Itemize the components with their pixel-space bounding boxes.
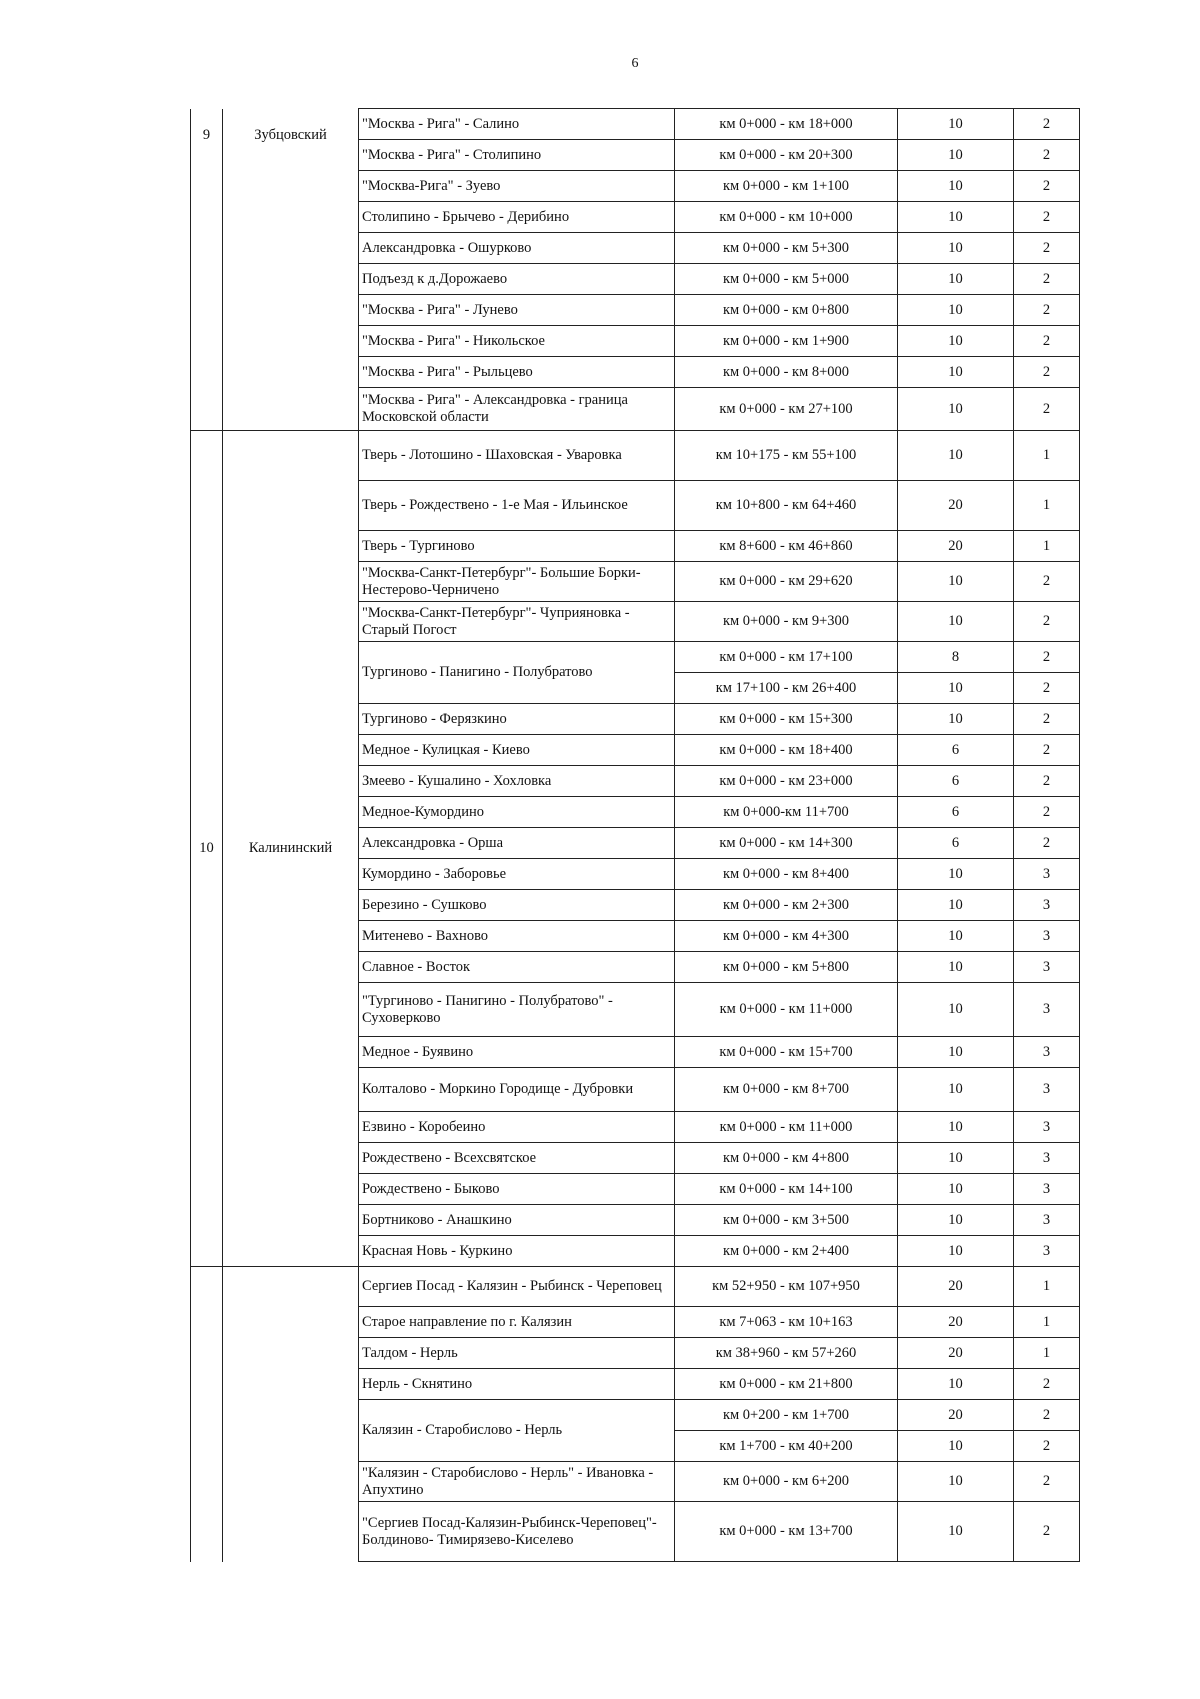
road-category: 1 (1014, 1267, 1080, 1307)
group-number: 10 (191, 431, 223, 1267)
road-category: 2 (1014, 673, 1080, 704)
road-category: 2 (1014, 735, 1080, 766)
km-range: км 10+800 - км 64+460 (675, 481, 898, 531)
km-range: км 0+000 - км 4+800 (675, 1143, 898, 1174)
km-range: км 0+000 - км 18+000 (675, 109, 898, 140)
road-name: Медное - Буявино (359, 1037, 675, 1068)
km-range: км 8+600 - км 46+860 (675, 531, 898, 562)
km-range: км 0+000 - км 5+300 (675, 233, 898, 264)
road-width: 8 (898, 642, 1014, 673)
road-category: 3 (1014, 1068, 1080, 1112)
road-width: 10 (898, 1369, 1014, 1400)
road-name: Калязин - Старобислово - Нерль (359, 1400, 675, 1462)
km-range: км 0+000-км 11+700 (675, 797, 898, 828)
road-width: 10 (898, 357, 1014, 388)
km-range: км 0+000 - км 9+300 (675, 602, 898, 642)
road-width: 10 (898, 140, 1014, 171)
road-name: Рождествено - Быково (359, 1174, 675, 1205)
road-name: Змеево - Кушалино - Хохловка (359, 766, 675, 797)
km-range: км 0+000 - км 29+620 (675, 562, 898, 602)
road-width: 10 (898, 171, 1014, 202)
road-width: 10 (898, 1205, 1014, 1236)
road-category: 2 (1014, 766, 1080, 797)
road-width: 10 (898, 983, 1014, 1037)
roads-table (190, 108, 1080, 1562)
km-range: км 7+063 - км 10+163 (675, 1307, 898, 1338)
road-width: 10 (898, 1431, 1014, 1462)
road-width: 20 (898, 531, 1014, 562)
road-name: Сергиев Посад - Калязин - Рыбинск - Череповец (359, 1267, 675, 1307)
road-width: 10 (898, 859, 1014, 890)
road-width: 10 (898, 602, 1014, 642)
road-category: 2 (1014, 1369, 1080, 1400)
road-width: 10 (898, 1068, 1014, 1112)
road-width: 10 (898, 952, 1014, 983)
km-range: км 0+000 - км 3+500 (675, 1205, 898, 1236)
road-name: Тверь - Тургиново (359, 531, 675, 562)
km-range: км 0+000 - км 8+000 (675, 357, 898, 388)
road-category: 2 (1014, 233, 1080, 264)
road-width: 6 (898, 828, 1014, 859)
km-range: км 0+000 - км 15+300 (675, 704, 898, 735)
road-width: 6 (898, 797, 1014, 828)
road-name: Бортниково - Анашкино (359, 1205, 675, 1236)
road-name: "Москва-Рига" - Зуево (359, 171, 675, 202)
group-number: 9 (191, 109, 223, 431)
road-width: 10 (898, 1462, 1014, 1502)
km-range: км 0+000 - км 2+300 (675, 890, 898, 921)
road-category: 3 (1014, 983, 1080, 1037)
district-name: Калининский (223, 431, 359, 1267)
km-range: км 0+000 - км 0+800 (675, 295, 898, 326)
road-width: 10 (898, 673, 1014, 704)
road-name: Старое направление по г. Калязин (359, 1307, 675, 1338)
road-name: "Тургиново - Панигино - Полубратово" - Суховерково (359, 983, 675, 1037)
road-width: 10 (898, 295, 1014, 326)
road-category: 2 (1014, 602, 1080, 642)
road-width: 10 (898, 326, 1014, 357)
km-range: км 0+000 - км 18+400 (675, 735, 898, 766)
km-range: км 0+000 - км 10+000 (675, 202, 898, 233)
road-category: 2 (1014, 1400, 1080, 1431)
road-category: 2 (1014, 642, 1080, 673)
km-range: км 0+000 - км 5+000 (675, 264, 898, 295)
road-name: "Москва - Рига" - Столипино (359, 140, 675, 171)
road-width: 10 (898, 890, 1014, 921)
road-width: 20 (898, 1307, 1014, 1338)
km-range: км 0+000 - км 15+700 (675, 1037, 898, 1068)
km-range: км 10+175 - км 55+100 (675, 431, 898, 481)
road-category: 3 (1014, 859, 1080, 890)
km-range: км 0+000 - км 4+300 (675, 921, 898, 952)
road-category: 2 (1014, 704, 1080, 735)
km-range: км 0+000 - км 1+900 (675, 326, 898, 357)
km-range: км 0+000 - км 5+800 (675, 952, 898, 983)
road-name: "Москва - Рига" - Никольское (359, 326, 675, 357)
road-category: 1 (1014, 431, 1080, 481)
road-width: 10 (898, 1174, 1014, 1205)
road-category: 2 (1014, 1431, 1080, 1462)
road-width: 10 (898, 264, 1014, 295)
road-width: 10 (898, 921, 1014, 952)
km-range: км 0+000 - км 2+400 (675, 1236, 898, 1267)
km-range: км 0+000 - км 20+300 (675, 140, 898, 171)
road-name: "Москва-Санкт-Петербург"- Чуприяновка - Старый Погост (359, 602, 675, 642)
km-range: км 0+000 - км 14+300 (675, 828, 898, 859)
road-category: 2 (1014, 828, 1080, 859)
km-range: км 0+000 - км 27+100 (675, 388, 898, 431)
road-width: 6 (898, 766, 1014, 797)
road-category: 3 (1014, 1112, 1080, 1143)
road-category: 2 (1014, 140, 1080, 171)
road-width: 10 (898, 1502, 1014, 1562)
road-width: 20 (898, 1338, 1014, 1369)
road-name: "Москва - Рига" - Александровка - граница Московской области (359, 388, 675, 431)
table-row (191, 1267, 1080, 1307)
road-width: 10 (898, 1236, 1014, 1267)
road-width: 10 (898, 704, 1014, 735)
km-range: км 0+000 - км 8+700 (675, 1068, 898, 1112)
km-range: км 1+700 - км 40+200 (675, 1431, 898, 1462)
road-name: Александровка - Орша (359, 828, 675, 859)
road-width: 10 (898, 1037, 1014, 1068)
group-number (191, 1267, 223, 1562)
road-width: 20 (898, 1267, 1014, 1307)
road-name: Тверь - Рождествено - 1-е Мая - Ильинское (359, 481, 675, 531)
road-category: 3 (1014, 952, 1080, 983)
road-name: Колталово - Моркино Городище - Дубровки (359, 1068, 675, 1112)
km-range: км 0+000 - км 23+000 (675, 766, 898, 797)
road-category: 1 (1014, 1307, 1080, 1338)
road-name: Красная Новь - Куркино (359, 1236, 675, 1267)
road-name: Талдом - Нерль (359, 1338, 675, 1369)
road-name: Славное - Восток (359, 952, 675, 983)
road-name: Езвино - Коробеино (359, 1112, 675, 1143)
road-name: Митенево - Вахново (359, 921, 675, 952)
road-width: 10 (898, 388, 1014, 431)
road-name: Тургиново - Панигино - Полубратово (359, 642, 675, 704)
road-category: 3 (1014, 1037, 1080, 1068)
road-name: "Сергиев Посад-Калязин-Рыбинск-Череповец"-Болдиново- Тимирязево-Киселево (359, 1502, 675, 1562)
road-name: Медное-Кумордино (359, 797, 675, 828)
km-range: км 0+000 - км 14+100 (675, 1174, 898, 1205)
km-range: км 0+000 - км 13+700 (675, 1502, 898, 1562)
road-width: 10 (898, 1143, 1014, 1174)
road-category: 1 (1014, 531, 1080, 562)
km-range: км 0+000 - км 8+400 (675, 859, 898, 890)
road-category: 2 (1014, 1462, 1080, 1502)
road-width: 10 (898, 562, 1014, 602)
road-name: Кумордино - Заборовье (359, 859, 675, 890)
road-width: 10 (898, 1112, 1014, 1143)
road-name: Медное - Кулицкая - Киево (359, 735, 675, 766)
road-name: Рождествено - Всехсвятское (359, 1143, 675, 1174)
road-category: 2 (1014, 1502, 1080, 1562)
road-category: 2 (1014, 326, 1080, 357)
road-width: 6 (898, 735, 1014, 766)
road-category: 2 (1014, 797, 1080, 828)
km-range: км 0+000 - км 6+200 (675, 1462, 898, 1502)
km-range: км 0+000 - км 11+000 (675, 983, 898, 1037)
road-width: 10 (898, 109, 1014, 140)
road-name: Тургиново - Ферязкино (359, 704, 675, 735)
road-category: 3 (1014, 1174, 1080, 1205)
road-category: 3 (1014, 1205, 1080, 1236)
road-width: 20 (898, 481, 1014, 531)
road-name: Березино - Сушково (359, 890, 675, 921)
page-number: 6 (631, 56, 639, 71)
road-category: 2 (1014, 295, 1080, 326)
road-category: 2 (1014, 388, 1080, 431)
road-name: Александровка - Ошурково (359, 233, 675, 264)
km-range: км 52+950 - км 107+950 (675, 1267, 898, 1307)
road-category: 3 (1014, 890, 1080, 921)
road-category: 2 (1014, 202, 1080, 233)
road-width: 10 (898, 233, 1014, 264)
km-range: км 0+000 - км 1+100 (675, 171, 898, 202)
road-name: "Москва - Рига" - Лунево (359, 295, 675, 326)
km-range: км 0+000 - км 17+100 (675, 642, 898, 673)
road-category: 2 (1014, 264, 1080, 295)
district-name: Зубцовский (223, 109, 359, 431)
road-category: 1 (1014, 481, 1080, 531)
road-category: 3 (1014, 1143, 1080, 1174)
road-category: 2 (1014, 562, 1080, 602)
road-category: 3 (1014, 1236, 1080, 1267)
km-range: км 38+960 - км 57+260 (675, 1338, 898, 1369)
road-width: 10 (898, 202, 1014, 233)
table-row (191, 109, 1080, 140)
road-name: Столипино - Брычево - Дерибино (359, 202, 675, 233)
table-row (191, 431, 1080, 481)
roads-table-body (191, 109, 1080, 1562)
road-name: Нерль - Скнятино (359, 1369, 675, 1400)
road-category: 3 (1014, 921, 1080, 952)
road-width: 10 (898, 431, 1014, 481)
road-category: 2 (1014, 171, 1080, 202)
road-name: Тверь - Лотошино - Шаховская - Уваровка (359, 431, 675, 481)
road-category: 2 (1014, 357, 1080, 388)
km-range: км 0+000 - км 21+800 (675, 1369, 898, 1400)
road-name: "Москва-Санкт-Петербург"- Большие Борки-Нестерово-Черничено (359, 562, 675, 602)
road-name: Подъезд к д.Дорожаево (359, 264, 675, 295)
road-category: 2 (1014, 109, 1080, 140)
km-range: км 0+000 - км 11+000 (675, 1112, 898, 1143)
km-range: км 0+200 - км 1+700 (675, 1400, 898, 1431)
road-category: 1 (1014, 1338, 1080, 1369)
road-name: "Москва - Рига" - Салино (359, 109, 675, 140)
km-range: км 17+100 - км 26+400 (675, 673, 898, 704)
road-name: "Калязин - Старобислово - Нерль" - Ивановка - Апухтино (359, 1462, 675, 1502)
road-width: 20 (898, 1400, 1014, 1431)
district-name (223, 1267, 359, 1562)
road-name: "Москва - Рига" - Рыльцево (359, 357, 675, 388)
